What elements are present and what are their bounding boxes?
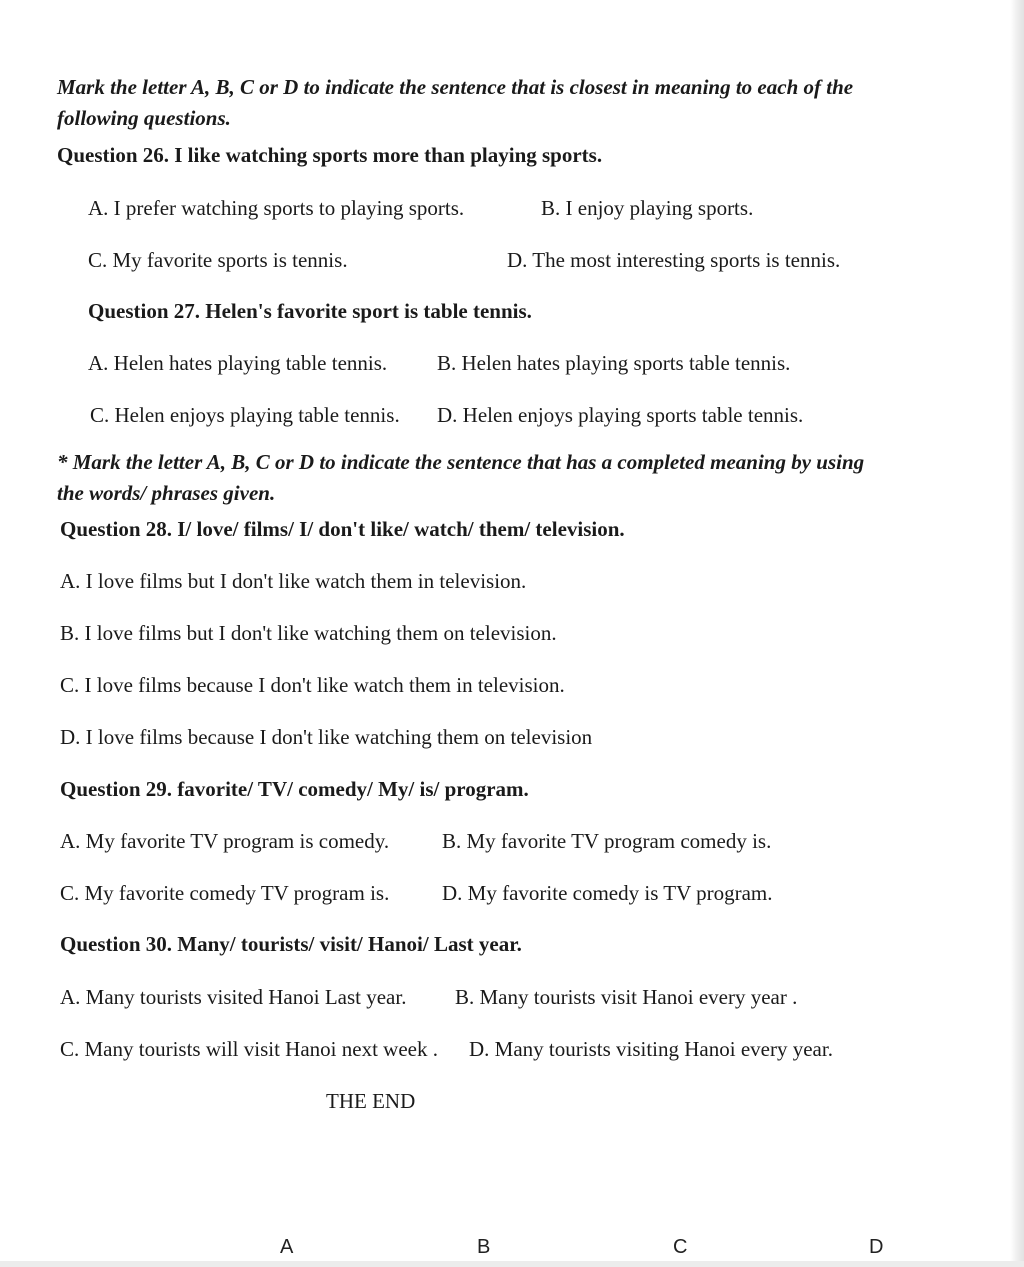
page-edge-shadow [1010, 0, 1024, 1267]
answer-choice-bar [0, 1228, 1024, 1262]
q27-option-b: B. Helen hates playing sports table tennis. [437, 351, 791, 375]
q28-option-d: D. I love films because I don't like watching them on television [60, 725, 593, 749]
q29-option-b: B. My favorite TV program comedy is. [442, 829, 772, 853]
q27-option-d: D. Helen enjoys playing sports table tennis. [437, 403, 804, 427]
q26-option-a: A. I prefer watching sports to playing sports. [88, 196, 465, 220]
q29-option-a: A. My favorite TV program is comedy. [60, 829, 390, 853]
question-29: Question 29. favorite/ TV/ comedy/ My/ is/ program. [60, 777, 529, 801]
q28-option-c: C. I love films because I don't like watch them in television. [60, 673, 565, 697]
section-2-instruction: * Mark the letter A, B, C or D to indicate the sentence that has a completed meaning by using the words/ phrases given. [57, 450, 865, 505]
question-27: Question 27. Helen's favorite sport is table tennis. [88, 299, 532, 323]
end-label: THE END [326, 1089, 416, 1113]
answer-choice-b[interactable]: B [477, 1236, 491, 1258]
question-26: Question 26. I like watching sports more than playing sports. [57, 143, 603, 167]
q30-option-a: A. Many tourists visited Hanoi Last year. [60, 985, 407, 1009]
q29-option-c: C. My favorite comedy TV program is. [60, 881, 390, 905]
q26-option-b: B. I enjoy playing sports. [541, 196, 754, 220]
q26-option-d: D. The most interesting sports is tennis. [507, 248, 841, 272]
answer-choice-a[interactable]: A [280, 1236, 294, 1258]
section-1-instruction: Mark the letter A, B, C or D to indicate the sentence that is closest in meaning to each of the following questions. [57, 75, 854, 130]
q28-option-a: A. I love films but I don't like watch them in television. [60, 569, 527, 593]
q27-option-c: C. Helen enjoys playing table tennis. [90, 403, 400, 427]
q30-option-c: C. Many tourists will visit Hanoi next week . [60, 1037, 438, 1061]
answer-choice-d[interactable]: D [869, 1236, 884, 1258]
question-28: Question 28. I/ love/ films/ I/ don't like/ watch/ them/ television. [60, 517, 625, 541]
q30-option-d: D. Many tourists visiting Hanoi every year. [469, 1037, 833, 1061]
question-30: Question 30. Many/ tourists/ visit/ Hanoi/ Last year. [60, 932, 522, 956]
q28-option-b: B. I love films but I don't like watching them on television. [60, 621, 557, 645]
answer-choice-c[interactable]: C [673, 1236, 688, 1258]
q27-option-a: A. Helen hates playing table tennis. [88, 351, 388, 375]
q26-option-c: C. My favorite sports is tennis. [88, 248, 348, 272]
q30-option-b: B. Many tourists visit Hanoi every year . [455, 985, 798, 1009]
q29-option-d: D. My favorite comedy is TV program. [442, 881, 773, 905]
